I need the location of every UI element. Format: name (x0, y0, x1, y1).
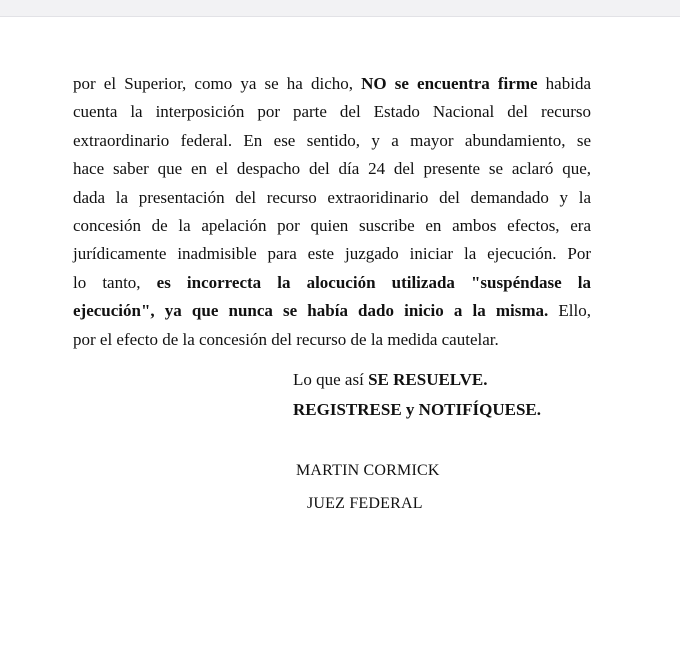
resolution-line-2 (293, 395, 541, 425)
paragraph-line-5: dada la presentación del recurso extraoridinario del demandado y la (73, 187, 591, 207)
top-divider (0, 0, 680, 17)
paragraph-line-2: cuenta la interposición por parte del Estado Nacional del recurso (73, 102, 591, 122)
paragraph-line-10: por el efecto de la concesión del recurso de la medida cautelar. (73, 329, 499, 349)
resolution-prefix: Lo que así (293, 370, 369, 389)
line-text: habida (537, 74, 591, 93)
resolution-line-1 (293, 365, 541, 395)
registrese-text: REGISTRESE y (293, 400, 419, 419)
paragraph-line-6: concesión de la apelación por quien suscribe en ambos efectos, era (73, 216, 591, 236)
paragraph-line-8 (73, 269, 591, 297)
paragraph-line-7: jurídicamente inadmisible para este juzgado iniciar la ejecución. Por (73, 244, 591, 264)
paragraph-line-4: hace saber que en el despacho del día 24 del presente se aclaró que, (73, 159, 591, 179)
paragraph-line-1 (73, 70, 591, 98)
resolution-bold: SE RESUELVE. (368, 370, 488, 389)
resolution-block (293, 365, 541, 425)
line-text: lo tanto, (73, 272, 157, 292)
signature-title: JUEZ FEDERAL (307, 495, 423, 512)
paragraph-line-3: extraordinario federal. En ese sentido, y a mayor abundamiento, se (73, 130, 591, 150)
bold-phrase-incorrecta: es incorrecta la alocución utilizada "suspéndase la (156, 272, 591, 292)
line-text: Ello, (548, 301, 591, 321)
paragraph-line-9 (73, 297, 591, 325)
body-paragraph (73, 70, 591, 354)
line-text: por el Superior, como ya se ha dicho, (73, 74, 362, 93)
bold-phrase-no-firme: NO se encuentra firme (361, 74, 538, 93)
bold-phrase-ejecucion: ejecución", ya que nunca se había dado inicio a la misma. (73, 301, 549, 321)
signature-name: MARTIN CORMICK (296, 462, 440, 479)
notifiquese-text: NOTIFÍQUESE. (418, 400, 542, 419)
